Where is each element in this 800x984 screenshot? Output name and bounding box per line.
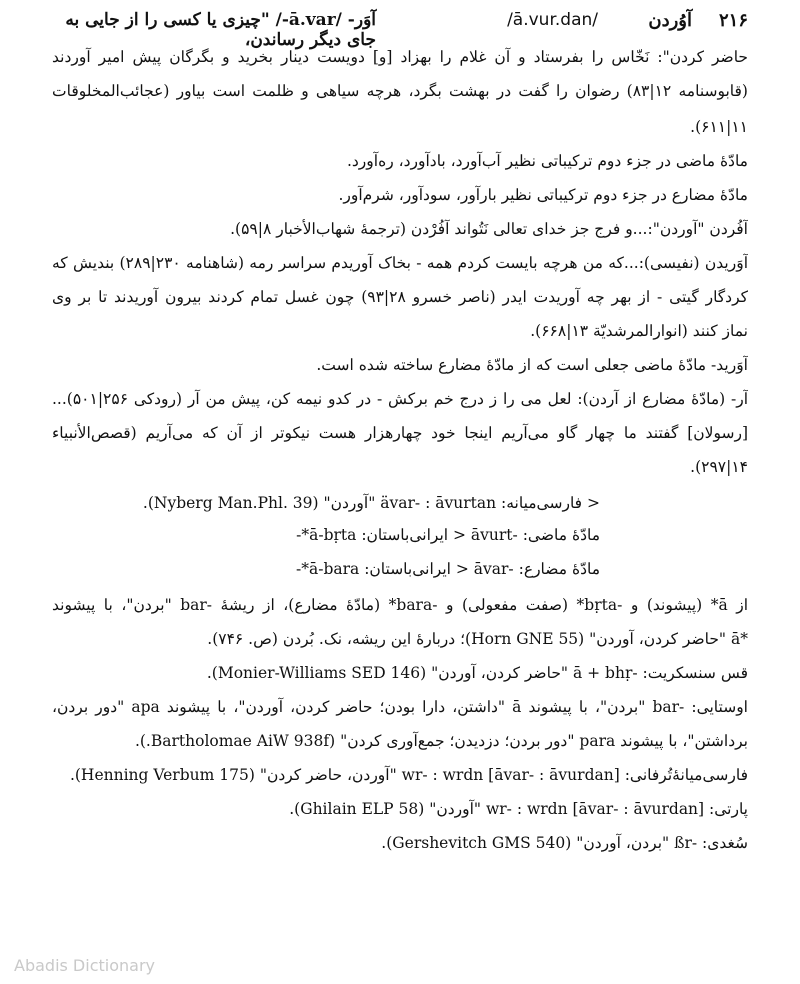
entry-avaridan: آوَریدن (نفیسی):...که من هرچه بایست کردم همه - بخاک آوریدم سراسر رمه (شاهنامه ۲۳۰|۲۸۹) بندیش که (52, 254, 748, 272)
etymology-line: قس سنسکریت: ‎ā + bhṛ-‎ "حاضر کردن، آوردن" (Monier-Williams SED 146). (206, 664, 748, 682)
header-transcription: /ā.vur.dan/ (507, 10, 598, 30)
text-line: حاضر کردن": نَخّاس را بفرستاد و آن غلام را بهزاد [و] دویست دینار بخرید و بگرگان پیش امیر آوردند (52, 48, 748, 66)
page-header (52, 10, 748, 50)
etymology-line: پارتی: ‎wr-‎ : ‎wrdn‎ [‎āvar- : āvurdan‎] "آوردن" (Ghilain ELP 58). (289, 800, 748, 818)
etymology-line: اوستایی: ‎bar-‎ "بردن"، با پیشوند ‎ā‎ "داشتن، دارا بودن؛ حاضر کردن، آوردن"، با پیشوند ‎apa‎ "دور بردن، (52, 698, 748, 716)
text-line: مادّهٔ مضارع در جزء دوم ترکیباتی نظیر بارآور، سودآور، شرم‌آور. (338, 186, 748, 204)
text-line: آوَرید- مادّهٔ ماضی جعلی است که از مادّهٔ مضارع ساخته شده است. (316, 356, 748, 374)
etymology-line: سُغدی: ‎ßr-‎ "بردن، آوردن" (Gershevitch GMS 540). (381, 834, 748, 852)
watermark-text: Abadis Dictionary (14, 956, 155, 975)
entry-ar: آر- (مادّهٔ مضارع از آردن): لعل می را ز درج خم برکش - در کدو نیمه کن، پیش من آر (رودکی ۲۵۶|۵۰۱)... (52, 390, 748, 408)
etymology-line: ‎ā*‎ "حاضر کردن، آوردن" (Horn GNE 55)؛ دربارهٔ این ریشه، نک. بُردن (ص. ۷۴۶). (207, 630, 748, 648)
etymology-line: فارسی‌میانهٔ‌تُرفانی: ‎wr-‎ : ‎wrdn‎ [‎āvar- : āvurdan‎] "آوردن، حاضر کردن" (Henning Verbum 175). (69, 766, 748, 784)
text-line: (قابوسنامه ۱۲|۸۳) رضوان را گفت در بهشت بگرد، هرچه سیاهی و ظلمت است بیاور (عجائب‌المخلوقات (52, 82, 748, 100)
text-line: نماز کنند (انوارالمرشدیّة ۱۳|۶۶۸). (530, 322, 748, 340)
text-line: ۱۴|۲۹۷). (690, 458, 748, 476)
text-line: [رسولان] گفتند ما چهار گاو می‌آریم اینجا خود چهارهزار هست نیکوتر از آن که می‌آریم (قصص‌الأنبیاء (52, 424, 748, 442)
entry-afordan: آفُردن "آوردن":...و فرج جز خدای تعالی نَتُواند آفُرْدن (ترجمهٔ شهاب‌الأخبار ۸|۵۹). (230, 220, 748, 238)
etymology-line: مادّهٔ مضارع: ‎āvar-‎ < ایرانی‌باستان: ‎*ā-bara- (295, 560, 600, 578)
text-line: ۱۱|۶۱۱). (690, 118, 748, 136)
etymology-line: از ‎*ā‎ (پیشوند) و ‎*bṛta-‎ (صفت مفعولی) و ‎*bara-‎ (مادّهٔ مضارع)، از ریشهٔ ‎bar-‎ "بردن"، با پیشوند (52, 596, 748, 614)
header-running-text: آوَر- /ā.var-/ "چیزی یا کسی را از جایی به جای دیگر رساندن، (65, 10, 376, 50)
etymology-line: مادّهٔ ماضی: ‎āvurt-‎ < ایرانی‌باستان: ‎*ā-bṛta- (296, 526, 600, 544)
text-line: مادّهٔ ماضی در جزء دوم ترکیباتی نظیر آب‌آورد، بادآورد، ره‌آورد. (346, 152, 748, 170)
text-line: کردگار گیتی - از بهر چه آوریدت ایدر (ناصر خسرو ۲۸|۹۳) چون غسل تمام کردند بیرون آوریدند تا بر وی (52, 288, 748, 306)
etymology-line: < فارسی‌میانه: ‎ävar- : āvurtan‎ "آوردن" (Nyberg Man.Phl. 39). (142, 494, 600, 512)
page-number: ۲۱۶ (718, 10, 748, 31)
header-headword: آوُردن (648, 10, 692, 31)
etymology-line: برداشتن"، با پیشوند ‎para‎ "دور بردن؛ دزدیدن؛ جمع‌آوری کردن" (Bartholomae AiW 938f.). (134, 732, 748, 750)
